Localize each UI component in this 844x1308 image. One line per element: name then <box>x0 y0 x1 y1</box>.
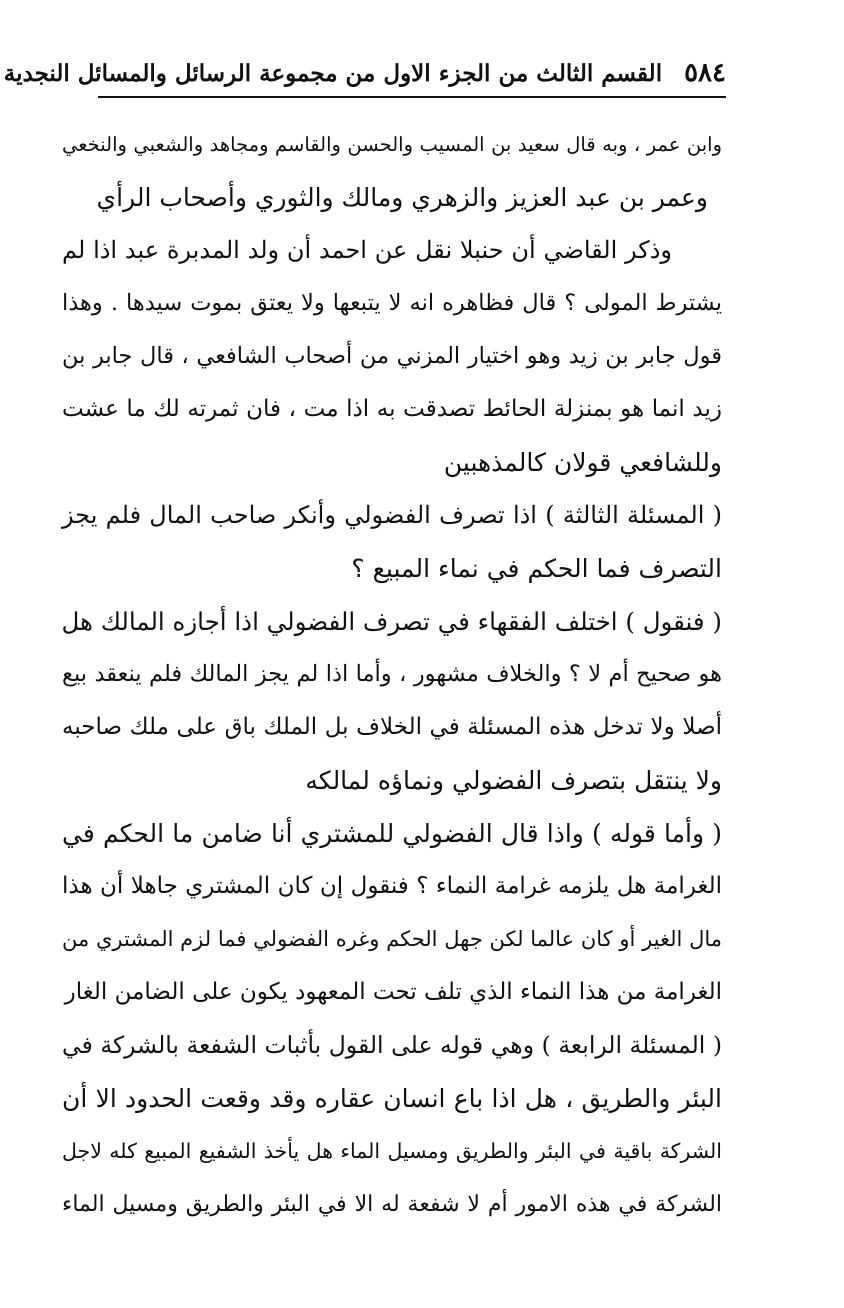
text-line: وعمر بن عبد العزيز والزهري ومالك والثوري وأصحاب الرأي <box>96 183 708 212</box>
body-text <box>62 118 722 1231</box>
text-line: زيد انما هو بمنزلة الحائط تصدقت به اذا مت ، فان ثمرته لك ما عشت <box>62 396 722 422</box>
text-line: قول جابر بن زيد وهو اختيار المزني من أصحاب الشافعي ، قال جابر بن <box>62 343 722 369</box>
text-line: مال الغير أو كان عالما لكن جهل الحكم وغره الفضولي فما لزم المشتري من <box>62 927 722 951</box>
text-line: ( فنقول ) اختلف الفقهاء في تصرف الفضولي اذا أجازه المالك هل <box>61 607 722 636</box>
text-line: وابن عمر ، وبه قال سعيد بن المسيب والحسن والقاسم ومجاهد والشعبي والنخعي <box>62 133 722 156</box>
text-line: ولا ينتقل بتصرف الفضولي ونماؤه لمالكه <box>305 766 722 795</box>
header-rule <box>98 96 726 98</box>
text-line: ( وأما قوله ) واذا قال الفضولي للمشتري أنا ضامن ما الحكم في <box>62 819 722 848</box>
text-line: أصلا ولا تدخل هذه المسئلة في الخلاف بل الملك باق على ملك صاحبه <box>62 714 722 740</box>
text-line: ( المسئلة الثالثة ) اذا تصرف الفضولي وأنكر صاحب المال فلم يجز <box>62 501 722 529</box>
text-line: هو صحيح أم لا ؟ والخلاف مشهور ، وأما اذا لم يجز المالك فلم ينعقد بيع <box>62 661 722 687</box>
text-line: الشركة في هذه الامور أم لا شفعة له الا في البئر والطريق ومسيل الماء <box>62 1192 722 1217</box>
text-line: ( المسئلة الرابعة ) وهي قوله على القول بأثبات الشفعة بالشركة في <box>62 1031 722 1059</box>
page-number: ٥٨٤ <box>684 58 726 88</box>
text-line: الغرامة هل يلزمه غرامة النماء ؟ فنقول إن كان المشتري جاهلا أن هذا <box>62 873 722 899</box>
text-line: يشترط المولى ؟ قال فظاهره انه لا يتبعها ولا يعتق بموت سيدها . وهذا <box>62 290 722 316</box>
running-header <box>3 52 726 94</box>
running-title: القسم الثالث من الجزء الاول من مجموعة الرسائل والمسائل النجدية <box>3 59 663 87</box>
text-line: الغرامة من هذا النماء الذي تلف تحت المعهود يكون على الضامن الغار <box>64 979 722 1005</box>
text-line: البئر والطريق ، هل اذا باع انسان عقاره وقد وقعت الحدود الا أن <box>62 1084 722 1113</box>
text-line: الشركة باقية في البئر والطريق ومسيل الماء هل يأخذ الشفيع المبيع كله لاجل <box>62 1139 722 1163</box>
text-line: وذكر القاضي أن حنبلا نقل عن احمد أن ولد المدبرة عبد اذا لم <box>62 236 672 264</box>
text-line: التصرف فما الحكم في نماء المبيع ؟ <box>351 554 722 583</box>
text-line: وللشافعي قولان كالمذهبين <box>443 448 722 477</box>
